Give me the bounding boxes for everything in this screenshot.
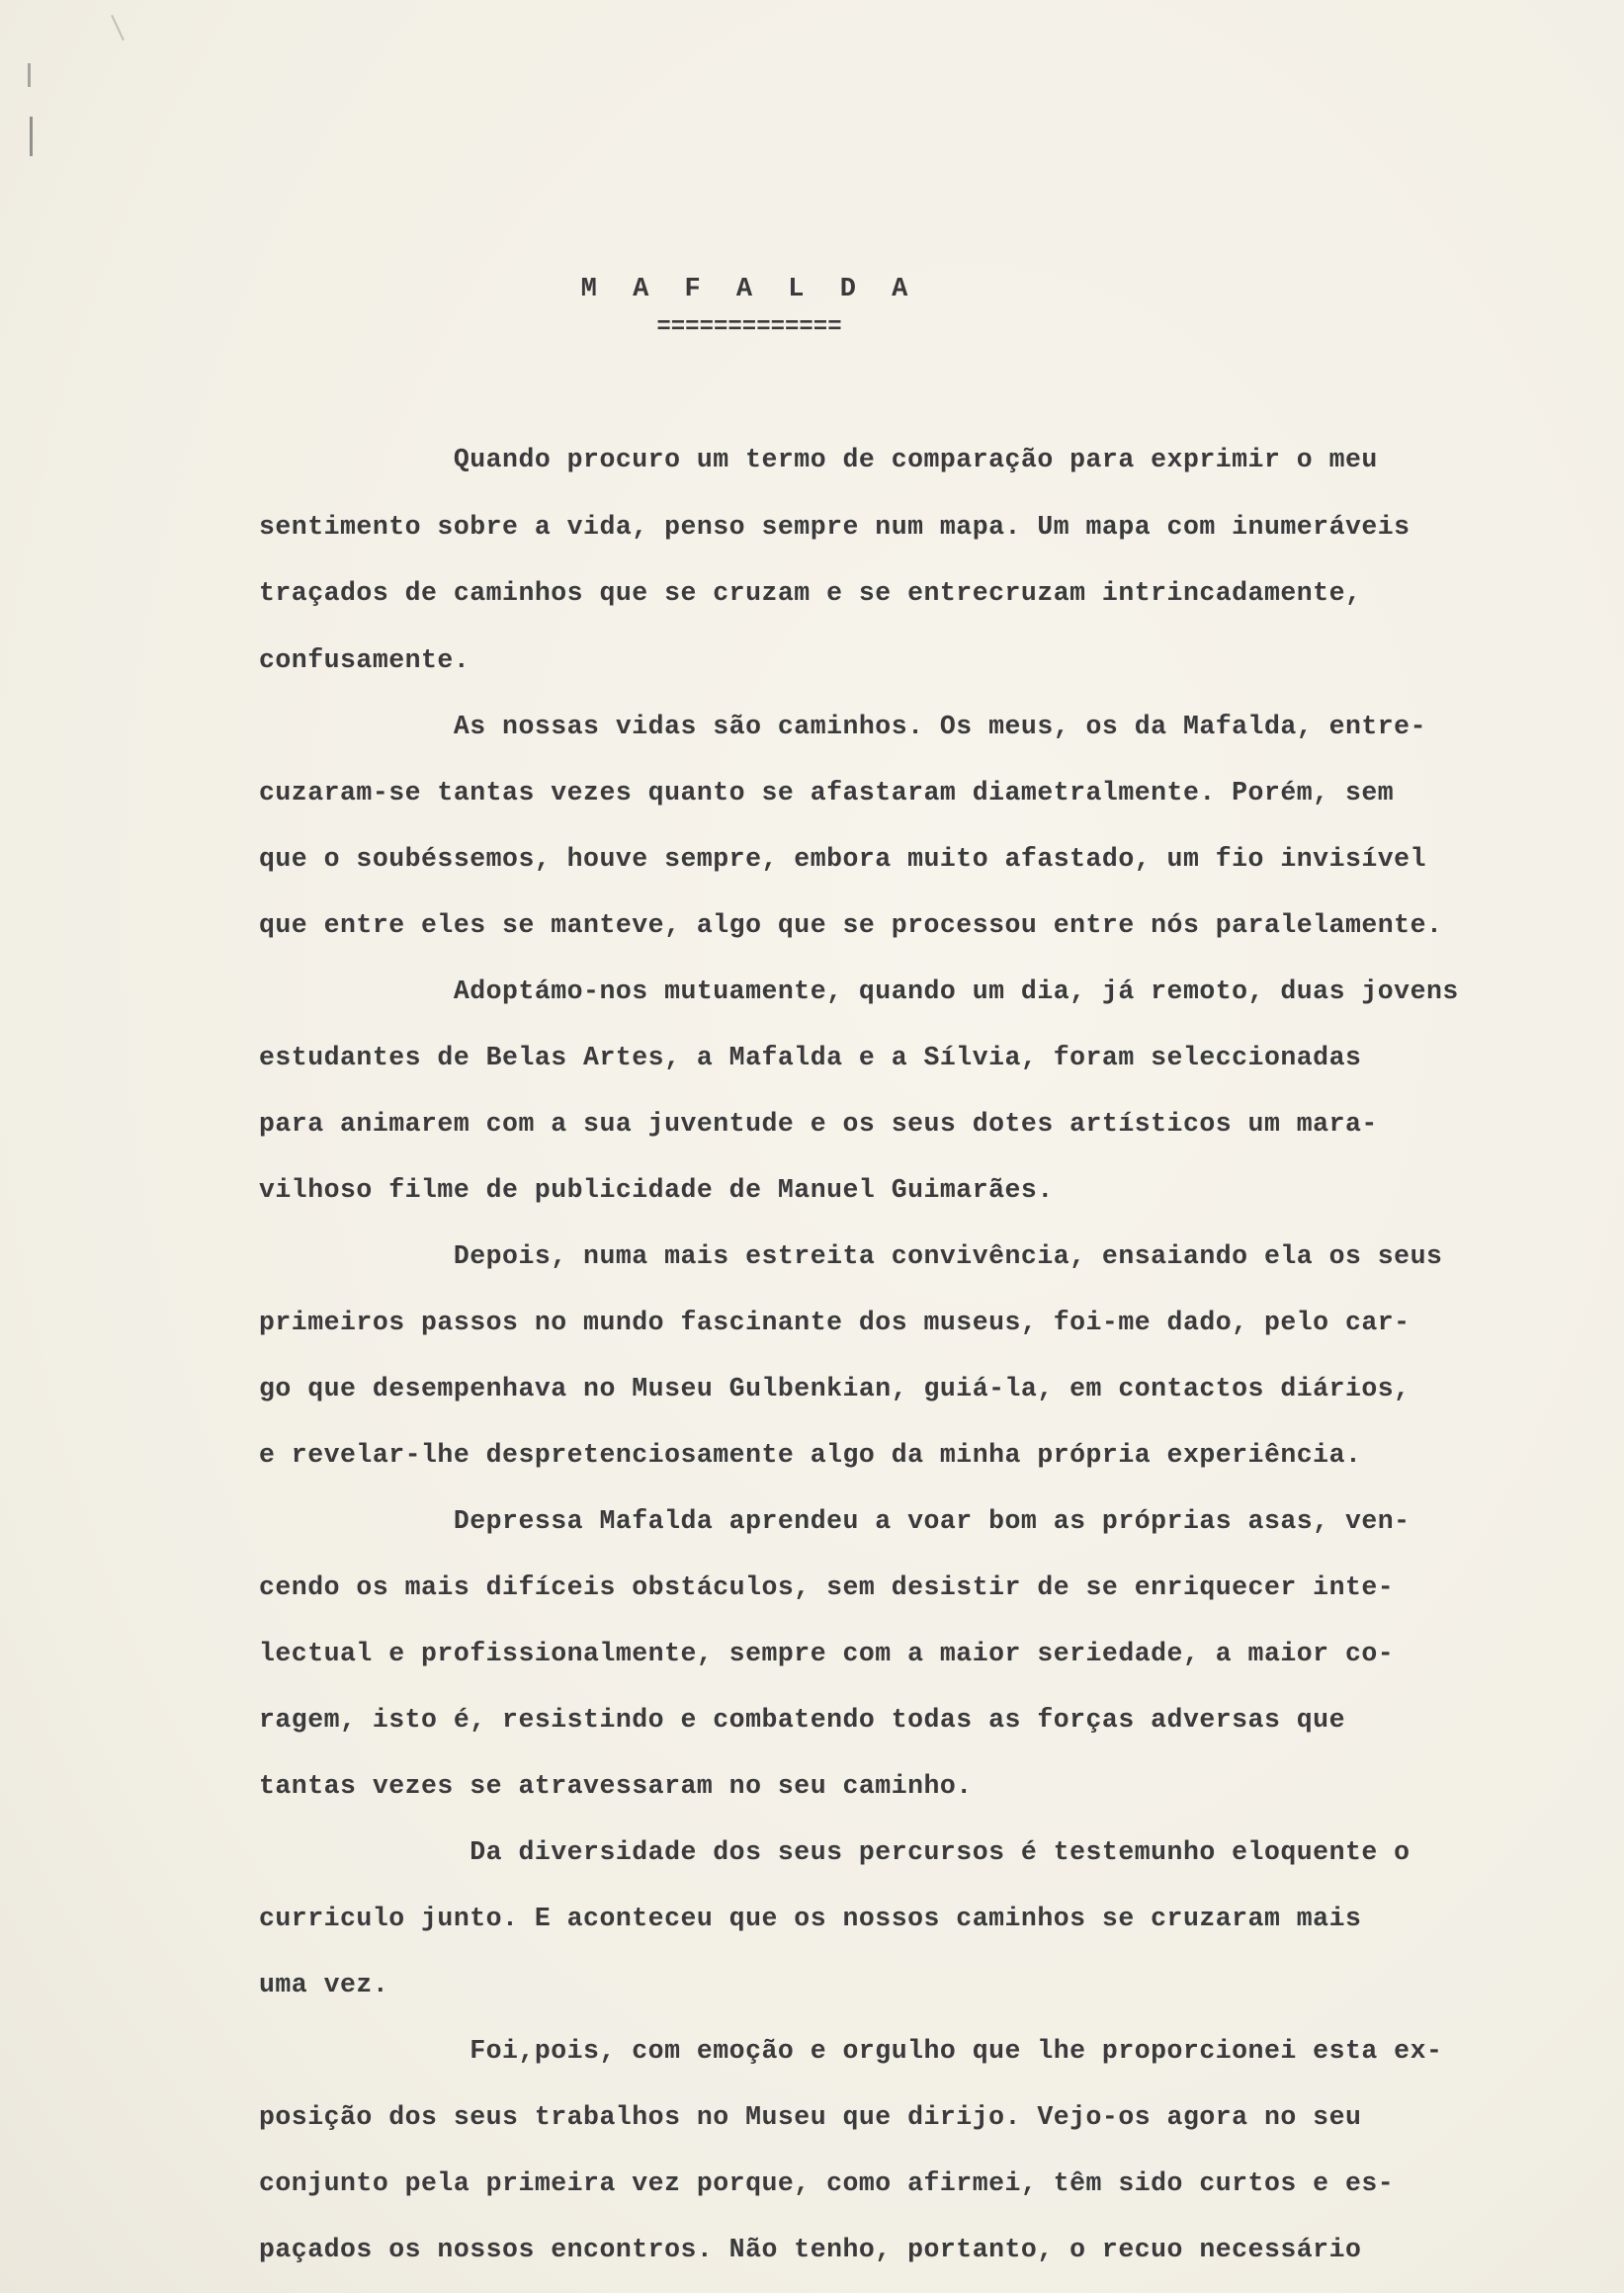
- text-line: Depois, numa mais estreita convivência, ensaiando ela os seus: [259, 1241, 1443, 1271]
- text-line: estudantes de Belas Artes, a Mafalda e a Sílvia, foram seleccionadas: [259, 1043, 1362, 1072]
- text-line: conjunto pela primeira vez porque, como afirmei, têm sido curtos e es-: [259, 2168, 1395, 2198]
- text-line: que entre eles se manteve, algo que se processou entre nós paralelamente.: [259, 910, 1443, 940]
- text-line: sentimento sobre a vida, penso sempre num mapa. Um mapa com inumeráveis: [259, 512, 1410, 542]
- text-line: As nossas vidas são caminhos. Os meus, os da Mafalda, entre-: [259, 712, 1426, 741]
- text-line: para animarem com a sua juventude e os seus dotes artísticos um mara-: [259, 1109, 1378, 1139]
- text-line: Quando procuro um termo de comparação para exprimir o meu: [259, 445, 1378, 474]
- title-underline: =============: [656, 314, 842, 341]
- text-line: traçados de caminhos que se cruzam e se entrecruzam intrincadamente,: [259, 578, 1362, 608]
- margin-mark: [28, 63, 31, 87]
- text-line: Da diversidade dos seus percursos é testemunho eloquente o: [259, 1837, 1410, 1867]
- text-line: go que desempenhava no Museu Gulbenkian, guiá-la, em contactos diários,: [259, 1374, 1410, 1403]
- text-line: uma vez.: [259, 1970, 389, 1999]
- text-line: vilhoso filme de publicidade de Manuel Guimarães.: [259, 1175, 1054, 1205]
- text-line: e revelar-lhe despretenciosamente algo da minha própria experiência.: [259, 1440, 1362, 1470]
- text-line: ragem, isto é, resistindo e combatendo todas as forças adversas que: [259, 1705, 1345, 1735]
- text-line: primeiros passos no mundo fascinante dos museus, foi-me dado, pelo car-: [259, 1308, 1410, 1337]
- margin-mark: [30, 117, 33, 156]
- text-line: Depressa Mafalda aprendeu a voar bom as próprias asas, ven-: [259, 1506, 1410, 1536]
- text-line: que o soubéssemos, houve sempre, embora muito afastado, um fio invisível: [259, 844, 1426, 874]
- text-line: paçados os nossos encontros. Não tenho, portanto, o recuo necessário: [259, 2235, 1362, 2264]
- text-line: Adoptámo-nos mutuamente, quando um dia, já remoto, duas jovens: [259, 977, 1459, 1006]
- document-title: M A F A L D A: [580, 275, 918, 304]
- text-line: tantas vezes se atravessaram no seu caminho.: [259, 1771, 973, 1801]
- text-line: cuzaram-se tantas vezes quanto se afastaram diametralmente. Porém, sem: [259, 778, 1395, 807]
- text-line: lectual e profissionalmente, sempre com a maior seriedade, a maior co-: [259, 1639, 1395, 1668]
- text-line: cendo os mais difíceis obstáculos, sem desistir de se enriquecer inte-: [259, 1572, 1395, 1602]
- text-line: curriculo junto. E aconteceu que os nossos caminhos se cruzaram mais: [259, 1904, 1362, 1933]
- text-line: confusamente.: [259, 645, 470, 675]
- text-line: posição dos seus trabalhos no Museu que dirijo. Vejo-os agora no seu: [259, 2102, 1362, 2132]
- text-line: Foi,pois, com emoção e orgulho que lhe proporcionei esta ex-: [259, 2036, 1443, 2066]
